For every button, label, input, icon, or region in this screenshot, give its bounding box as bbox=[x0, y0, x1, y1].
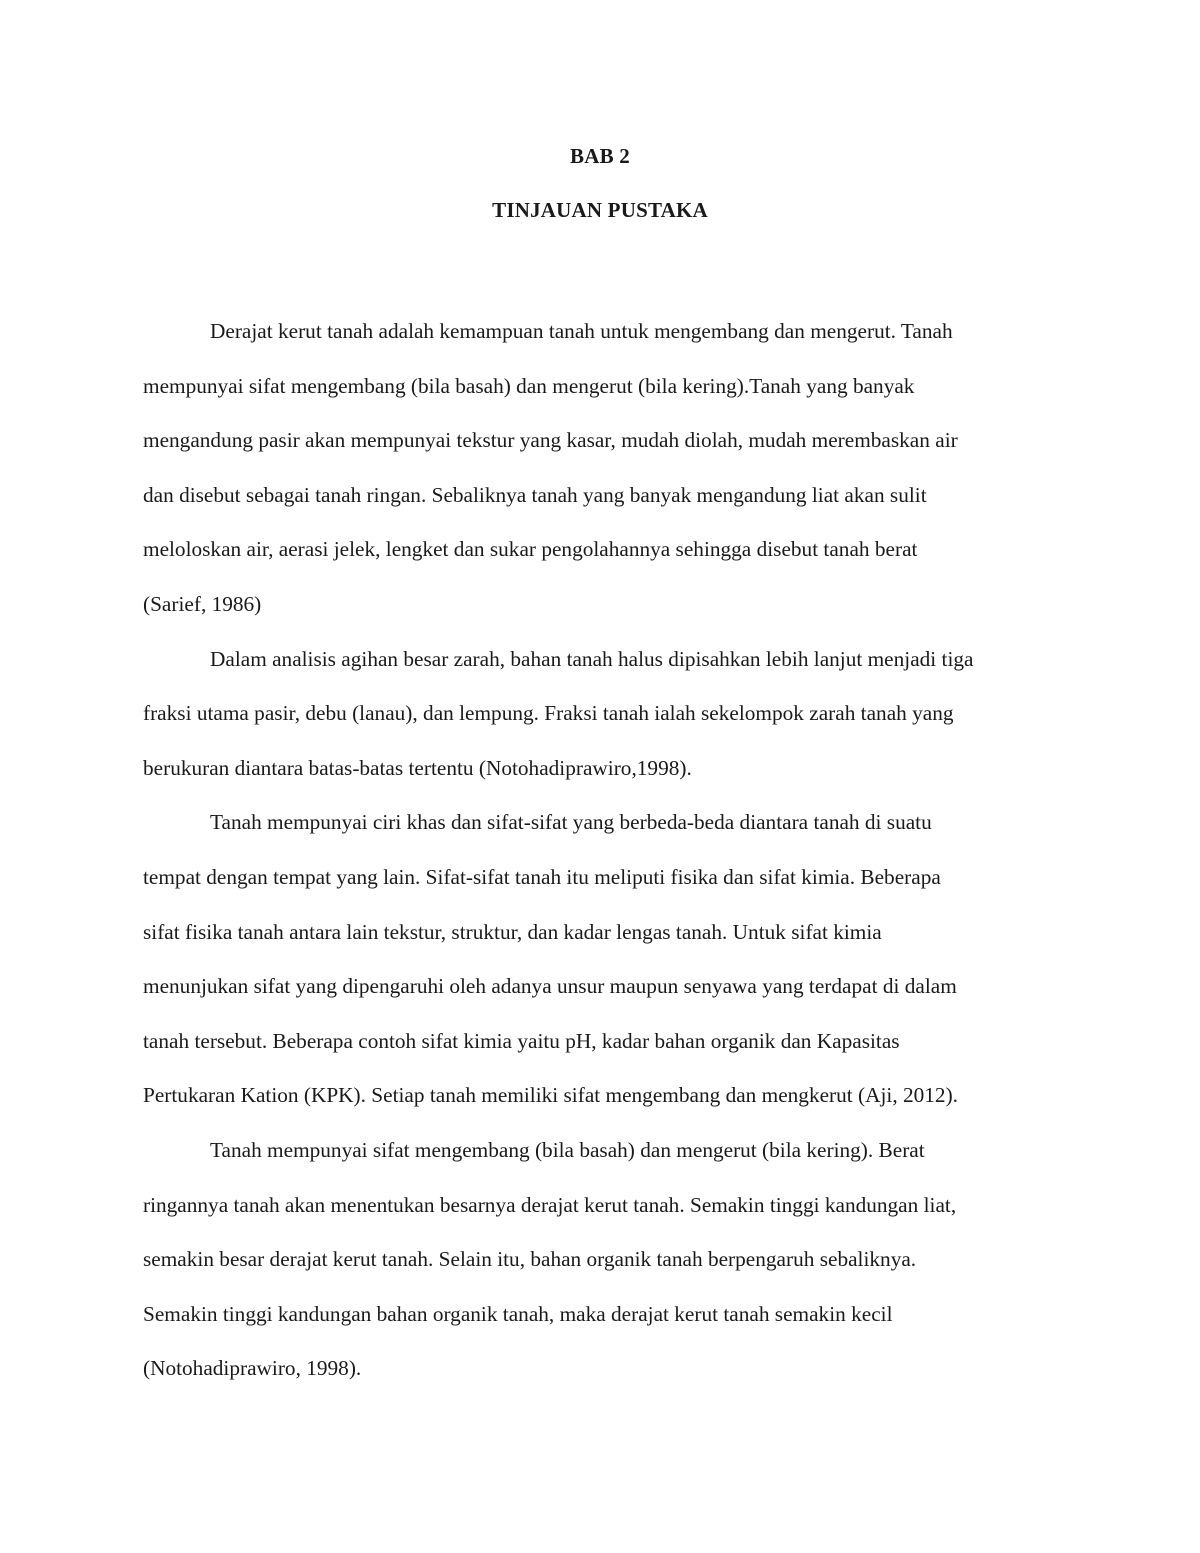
text-line: (Notohadiprawiro, 1998). bbox=[143, 1356, 362, 1381]
text-line: (Sarief, 1986) bbox=[143, 591, 262, 616]
text-line: mempunyai sifat mengembang (bila basah) dan mengerut (bila kering).Tanah yang banyak bbox=[143, 373, 915, 398]
text-line: meloloskan air, aerasi jelek, lengket dan sukar pengolahannya sehingga disebut tanah berat bbox=[143, 537, 918, 562]
text-line: tempat dengan tempat yang lain. Sifat-sifat tanah itu meliputi fisika dan sifat kimia. Beberapa bbox=[143, 864, 941, 889]
text-line: Tanah mempunyai sifat mengembang (bila basah) dan mengerut (bila kering). Berat bbox=[210, 1137, 925, 1162]
text-line: dan disebut sebagai tanah ringan. Sebaliknya tanah yang banyak mengandung liat akan sulit bbox=[143, 482, 927, 507]
chapter-heading: BAB 2 bbox=[570, 144, 630, 168]
text-line: mengandung pasir akan mempunyai tekstur yang kasar, mudah diolah, mudah merembaskan air bbox=[143, 428, 958, 453]
text-line: menunjukan sifat yang dipengaruhi oleh adanya unsur maupun senyawa yang terdapat di dalam bbox=[143, 974, 957, 999]
text-line: tanah tersebut. Beberapa contoh sifat kimia yaitu pH, kadar bahan organik dan Kapasitas bbox=[143, 1028, 900, 1053]
text-line: berukuran diantara batas-batas tertentu (Notohadiprawiro,1998). bbox=[143, 755, 692, 780]
text-line: sifat fisika tanah antara lain tekstur, struktur, dan kadar lengas tanah. Untuk sifat kimia bbox=[143, 919, 882, 944]
text-line: Tanah mempunyai ciri khas dan sifat-sifat yang berbeda-beda diantara tanah di suatu bbox=[210, 810, 932, 835]
text-line: Semakin tinggi kandungan bahan organik tanah, maka derajat kerut tanah semakin kecil bbox=[143, 1301, 893, 1326]
text-line: Dalam analisis agihan besar zarah, bahan tanah halus dipisahkan lebih lanjut menjadi tiga bbox=[210, 646, 974, 671]
text-line: semakin besar derajat kerut tanah. Selain itu, bahan organik tanah berpengaruh sebaliknya. bbox=[143, 1247, 917, 1272]
text-line: Pertukaran Kation (KPK). Setiap tanah memiliki sifat mengembang dan mengkerut (Aji, 2012). bbox=[143, 1083, 959, 1108]
text-line: Derajat kerut tanah adalah kemampuan tanah untuk mengembang dan mengerut. Tanah bbox=[210, 319, 953, 343]
text-line: fraksi utama pasir, debu (lanau), dan lempung. Fraksi tanah ialah sekelompok zarah tanah yang bbox=[143, 701, 954, 726]
text-line: ringannya tanah akan menentukan besarnya derajat kerut tanah. Semakin tinggi kandungan liat, bbox=[143, 1192, 957, 1217]
body-text bbox=[143, 304, 1063, 1396]
section-title: TINJAUAN PUSTAKA bbox=[492, 198, 708, 222]
